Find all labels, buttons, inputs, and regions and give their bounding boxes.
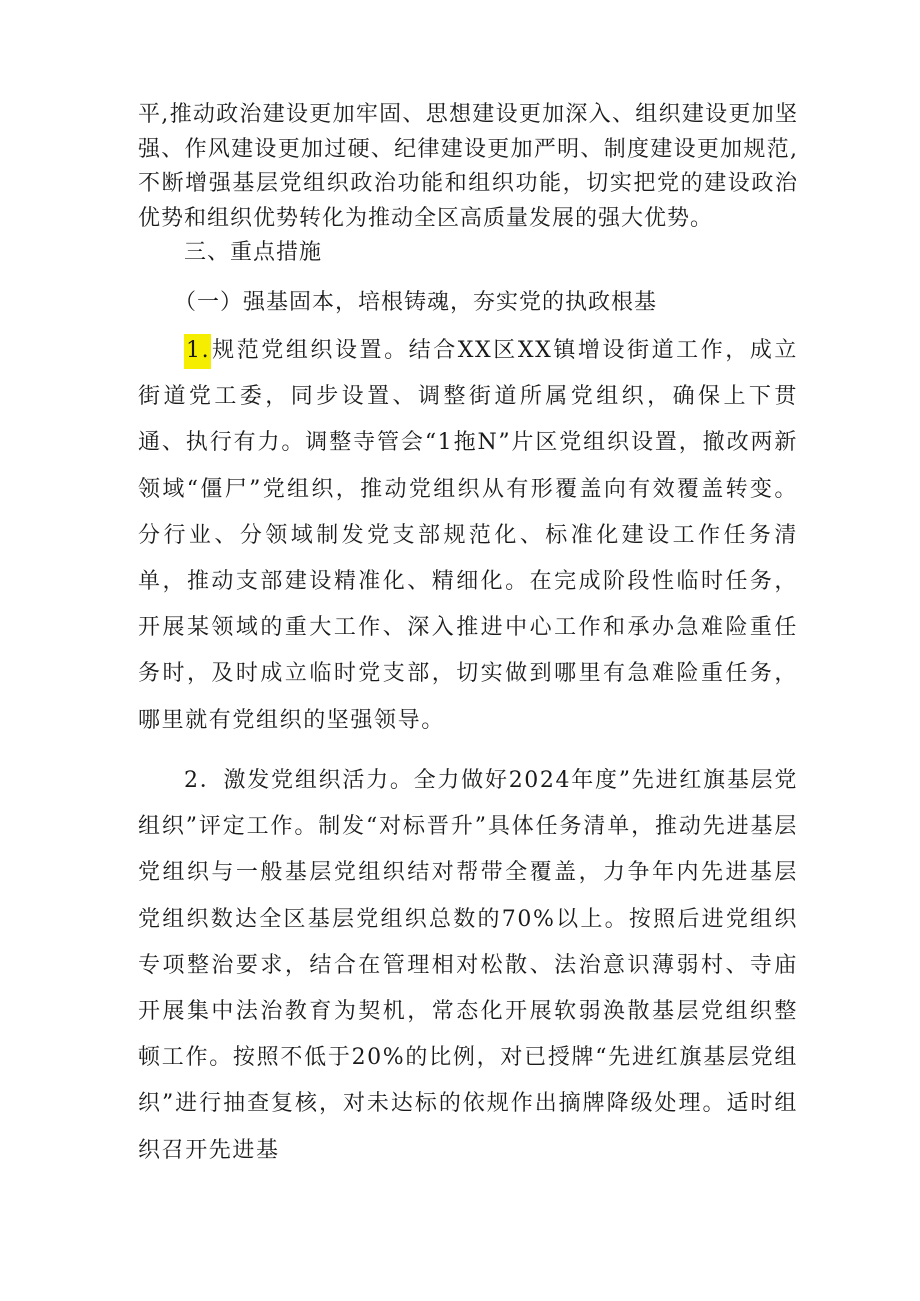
item-1-text: 规范党组织设置。结合XX区XX镇增设街道工作，成立街道党工委，同步设置、调整街道所属党组织，确保上下贯通、执行有力。调整寺管会“1拖N”片区党组织设置，撤改两新领域“僵尸”党组织，推动党组织从有形覆盖向有效覆盖转变。分行业、分领域制发党支部规范化、标准化建设工作任务清单，推动支部建设精准化、精细化。在完成阶段性临时任务，开展某领域的重大工作、深入推进中心工作和承办急难险重任务时，及时成立临时党支部，切实做到哪里有急难险重任务，哪里就有党组织的坚强领导。	[138, 338, 798, 733]
item-1-number-highlight: 1.	[184, 334, 211, 369]
section-heading: 三、重点措施	[184, 240, 323, 265]
subsection-heading: （一）强基固本，培根铸魂，夯实党的执政根基	[174, 290, 658, 315]
intro-paragraph: 平,推动政治建设更加牢固、思想建设更加深入、组织建设更加坚强、作风建设更加过硬、纪律建设更加严明、制度建设更加规范,不断增强基层党组织政治功能和组织功能，切实把党的建设政治优势和组织优势转化为推动全区高质量发展的强大优势。	[138, 102, 798, 231]
item-2-paragraph: 2．激发党组织活力。全力做好2024年度”先进红旗基层党组织”评定工作。制发“对标晋升”具体任务清单，推动先进基层党组织与一般基层党组织结对帮带全覆盖，力争年内先进基层党组织数达全区基层党组织总数的70%以上。按照后进党组织专项整治要求，结合在管理相对松散、法治意识薄弱村、寺庙开展集中法治教育为契机，常态化开展软弱涣散基层党组织整顿工作。按照不低于20%的比例，对已授牌“先进红旗基层党组织”进行抽查复核，对未达标的依规作出摘牌降级处理。适时组织召开先进基	[138, 768, 798, 1163]
item-1-paragraph	[138, 328, 798, 744]
